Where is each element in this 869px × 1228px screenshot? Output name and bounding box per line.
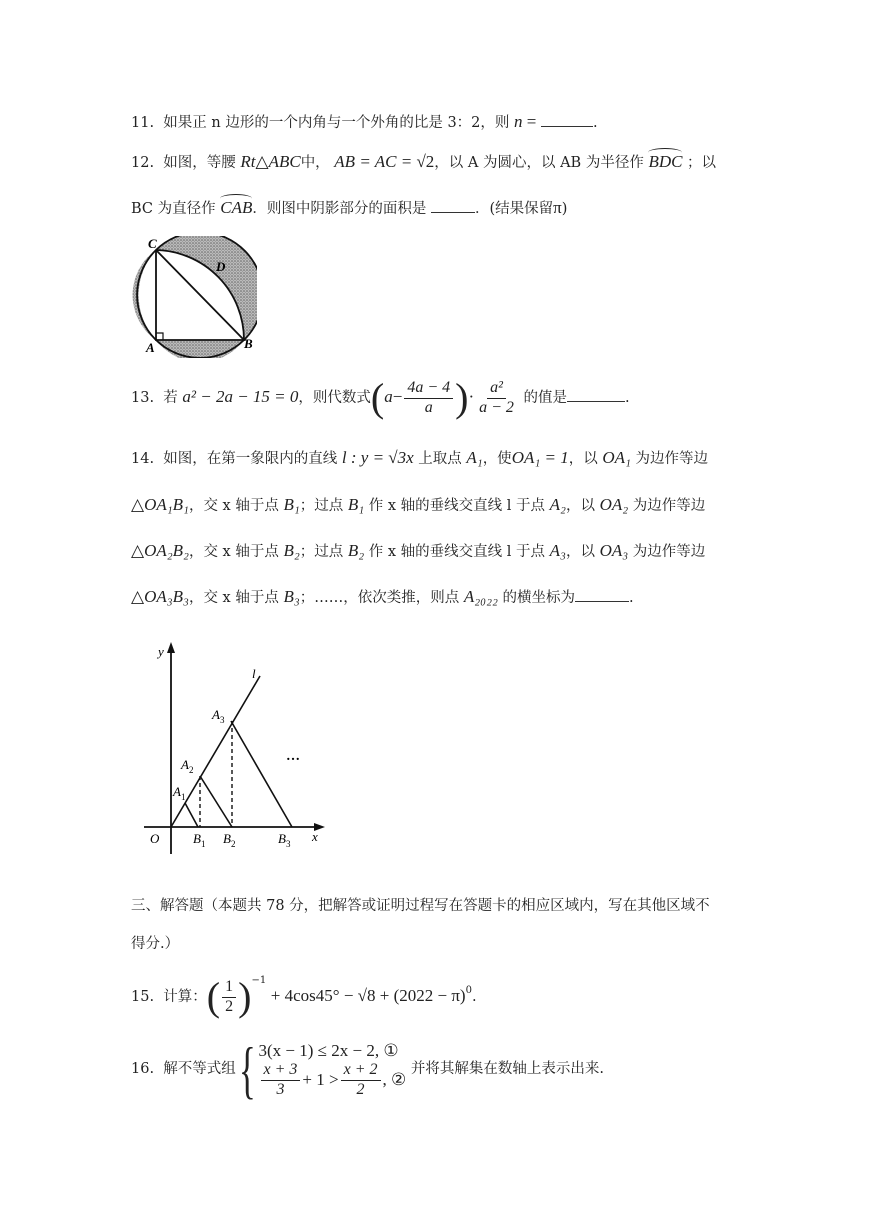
q15-line <box>131 975 477 1017</box>
q16-frac2-num: x + 2 <box>341 1061 381 1080</box>
section3-text2: 得分.） <box>131 936 180 952</box>
q11-answer-blank <box>541 114 593 127</box>
q16-frac1 <box>261 1061 301 1099</box>
q16-brace: { <box>238 1034 256 1105</box>
q14-end: . <box>629 590 634 606</box>
q14-triangle2 <box>200 776 232 827</box>
section3-line2 <box>131 936 179 953</box>
q14-label-b1: $B_1$ <box>193 831 206 849</box>
q12-pi: π <box>553 198 562 217</box>
q16-mid: + 1 > <box>302 1070 339 1089</box>
q15-exp: −1 <box>251 975 267 986</box>
q14-figure <box>140 638 340 860</box>
q15-frac <box>222 978 236 1016</box>
q16-number: 16. <box>131 1061 155 1078</box>
q14-text-q: ；……，依次类推，则点 <box>299 590 460 606</box>
q12-triangle: △ABC <box>255 152 301 171</box>
q12-shaded-bottom <box>156 340 244 358</box>
q14-text-f: ，交 x 轴于点 <box>188 498 279 514</box>
q12-text-c: ，以 A 为圆心，以 AB 为半径作 <box>434 155 644 171</box>
q14-label-b3: $B_3$ <box>278 831 291 849</box>
q11-eq: = <box>522 112 537 131</box>
q12-text-g: ．(结果保留 <box>474 201 554 217</box>
q14-line-l <box>171 676 260 827</box>
q14-text-a: 如图，在第一象限内的直线 <box>163 451 338 467</box>
q14-text-b: 上取点 <box>418 451 462 467</box>
q13-pre: 若 <box>163 390 178 406</box>
q13-mid: ，则代数式 <box>298 390 371 406</box>
q14-line4 <box>131 587 634 607</box>
q14-oa1: OA₁ <box>602 448 631 467</box>
q14-text-n: ，以 <box>565 544 595 560</box>
q14-label-l: l <box>252 666 256 681</box>
q11-var: n <box>514 112 523 131</box>
q14-b2-again: B₂ <box>347 541 365 560</box>
q15-exp0: 0 <box>465 985 472 996</box>
q12-arc-bdc: BDC <box>648 152 683 171</box>
q14-line-eq: l : y = √3x <box>341 448 414 467</box>
q14-tri2: △OA₂B₂ <box>131 541 189 560</box>
q12-text-b: 中， <box>300 155 330 171</box>
q11-text: 如果正 n 边形的一个内角与一个外角的比是 3：2，则 <box>163 115 510 131</box>
q13-frac1-num: 4a − 4 <box>404 379 453 398</box>
q14-label-o: O <box>150 831 160 846</box>
q15-paren-close: ) <box>238 974 252 1019</box>
q12-label-c: C <box>148 236 157 251</box>
q12-label-b: B <box>244 336 253 351</box>
q14-b2: B₂ <box>283 541 300 560</box>
q14-text-i: ，以 <box>565 498 595 514</box>
q12-label-d: D <box>216 259 226 274</box>
q14-a3: A₃ <box>549 541 566 560</box>
q14-a2022: A₂₀₂₂ <box>463 587 498 606</box>
q14-number: 14. <box>131 451 155 467</box>
q12-text-e: BC 为直径作 <box>131 201 216 217</box>
q13-frac2-num: a² <box>487 379 506 398</box>
q14-text-c: ，使 <box>482 451 512 467</box>
q16-frac1-num: x + 3 <box>261 1061 301 1080</box>
q14-line1 <box>131 448 708 468</box>
q15-frac-num: 1 <box>222 978 236 997</box>
q15-number: 15. <box>131 989 155 1005</box>
q13-answer-blank <box>567 389 625 402</box>
q15-end: . <box>471 989 477 1005</box>
section3-line1 <box>131 898 710 915</box>
q12-figure <box>132 236 257 358</box>
q15-label: 计算： <box>163 989 207 1005</box>
q13-dot: · <box>468 387 475 406</box>
q13-paren-close: ) <box>455 375 469 420</box>
q14-a2: A₂ <box>549 495 566 514</box>
q12-text-f: ．则图中阴影部分的面积是 <box>252 201 427 217</box>
q14-triangle1 <box>185 803 198 827</box>
q13-frac2-den: a − 2 <box>479 398 514 416</box>
q13-paren-open: ( <box>370 375 385 420</box>
q16-tag: , ② <box>382 1070 407 1089</box>
q14-label-y: y <box>158 644 164 659</box>
q12-label-a: A <box>146 340 155 355</box>
q16-label: 解不等式组 <box>163 1061 236 1078</box>
q13-line <box>131 375 630 420</box>
q13-frac1 <box>404 379 453 417</box>
q14-text-e: 为边作等边 <box>635 451 709 467</box>
q12-text-d: ；以 <box>687 155 717 171</box>
q16-frac2 <box>341 1061 381 1099</box>
q13-frac1-den: a <box>424 398 433 416</box>
q13-frac2 <box>476 379 517 417</box>
q13-a: a <box>384 387 393 406</box>
q12-arc-cab: CAB <box>220 198 253 217</box>
q14-text-m: 作 x 轴的垂线交直线 l 于点 <box>368 544 546 560</box>
q12-text-a: 如图，等腰 <box>163 155 236 171</box>
q13-number: 13. <box>131 390 155 406</box>
q12-number: 12. <box>131 155 155 171</box>
q14-text-p: ，交 x 轴于点 <box>188 590 279 606</box>
q14-text-o: 为边作等边 <box>632 544 706 560</box>
q14-tri3: △OA₃B₃ <box>131 587 189 606</box>
q15-frac-den: 2 <box>225 997 234 1015</box>
q14-text-j: 为边作等边 <box>632 498 706 514</box>
q13-minus: − <box>392 387 403 406</box>
q14-a1: A₁ <box>466 448 483 467</box>
q14-text-k: ，交 x 轴于点 <box>188 544 279 560</box>
q14-line2 <box>131 495 705 515</box>
q16-inequality1: 3(x − 1) ≤ 2x − 2, ① <box>258 1040 399 1060</box>
q16-line <box>131 1034 604 1105</box>
q14-text-l: ；过点 <box>299 544 344 560</box>
q14-y-arrow <box>167 642 175 653</box>
q15-paren-open: ( <box>206 974 221 1019</box>
q11-end: . <box>592 115 598 131</box>
q14-line3 <box>131 541 705 561</box>
q14-tri1: △OA₁B₁ <box>131 495 189 514</box>
q16-frac2-den: 2 <box>356 1080 365 1098</box>
q12-line2 <box>131 198 567 218</box>
q16-inequality2 <box>259 1061 407 1099</box>
q14-label-b2: $B_2$ <box>223 831 236 849</box>
q13-condition: a² − 2a − 15 = 0 <box>182 387 299 406</box>
q14-answer-blank <box>575 589 629 602</box>
q14-oa2: OA₂ <box>599 495 629 514</box>
q14-oa3: OA₃ <box>599 541 629 560</box>
q14-b1: B₁ <box>283 495 300 514</box>
q16-system <box>259 1041 407 1099</box>
q16-post: 并将其解集在数轴上表示出来. <box>410 1061 604 1078</box>
q12-answer-blank <box>431 200 475 213</box>
q12-right-angle-mark <box>156 333 163 340</box>
q14-label-x: x <box>312 829 318 844</box>
section3-text1: 三、解答题（本题共 78 分，把解答或证明过程写在答题卡的相应区域内，写在其他区域不 <box>131 898 710 914</box>
q13-end: . <box>625 390 630 406</box>
q11-line <box>131 112 598 132</box>
q14-label-a3: $A_3$ <box>212 707 225 725</box>
q13-post: 的值是 <box>523 390 568 406</box>
q14-text-h: 作 x 轴的垂线交直线 l 于点 <box>368 498 546 514</box>
q14-text-r: 的横坐标为 <box>502 590 576 606</box>
q14-text-d: ，以 <box>568 451 598 467</box>
q12-line1 <box>131 152 716 172</box>
q12-sqrt: √2 <box>416 152 435 171</box>
q14-label-a1: $A_1$ <box>173 784 186 802</box>
q12-text-h: ) <box>561 201 568 217</box>
q14-label-dots: … <box>286 749 300 764</box>
q16-frac1-den: 3 <box>276 1080 285 1098</box>
q14-b3: B₃ <box>283 587 300 606</box>
q14-text-g: ；过点 <box>299 498 344 514</box>
q12-rt: Rt <box>240 152 256 171</box>
q12-expr: AB = AC = <box>334 152 417 171</box>
q14-label-a2: $A_2$ <box>181 757 194 775</box>
q15-expression: + 4cos45° − √8 + (2022 − π) <box>270 986 466 1005</box>
q14-oa1-eq: OA₁ = 1 <box>511 448 569 467</box>
q14-triangle3 <box>231 721 292 827</box>
q14-b1-again: B₁ <box>347 495 365 514</box>
q11-number: 11. <box>131 115 155 131</box>
